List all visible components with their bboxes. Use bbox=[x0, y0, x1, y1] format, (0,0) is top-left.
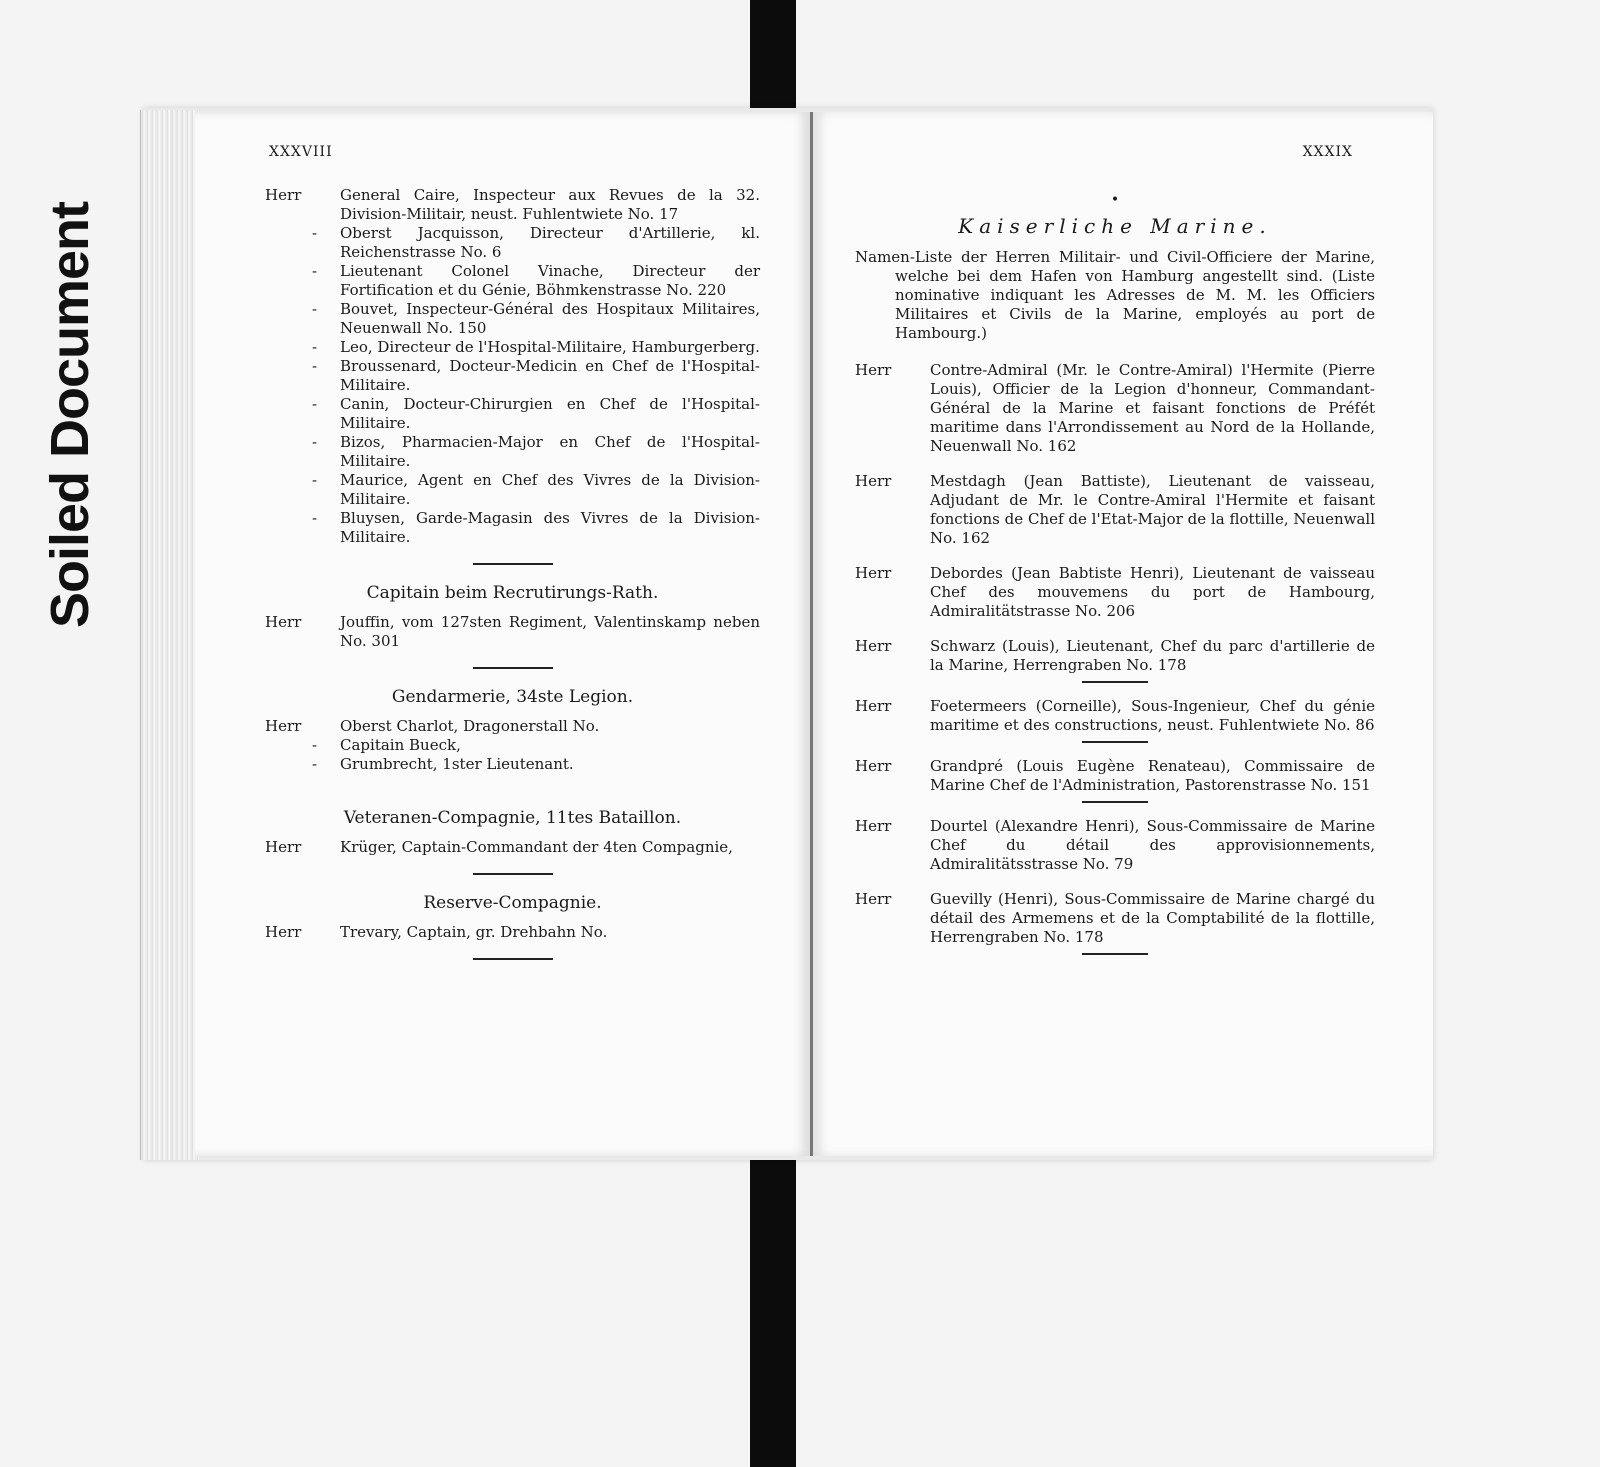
list-item: Herr Debordes (Jean Babtiste Henri), Lieutenant de vaisseau Chef des mouvemens du port de Hambourg, Admiralitätstrasse No. 206 bbox=[855, 564, 1375, 620]
list-item: - Maurice, Agent en Chef des Vivres de la Division-Militaire. bbox=[312, 471, 760, 508]
left-page-content bbox=[265, 186, 760, 978]
page-edges bbox=[140, 110, 199, 1160]
intro-paragraph: Namen-Liste der Herren Militair- und Civil-Officiere der Marine, welche bei dem Hafen von Hamburg angestellt sind. (Liste nominative indiquant les Adresses de M. M. les Officiers Militaires et Civils de la Marine, employés au port de Hambourg.) bbox=[855, 248, 1375, 342]
list-item: Herr Dourtel (Alexandre Henri), Sous-Commissaire de Marine Chef du détail des approvisionnements, Admiralitätsstrasse No. 79 bbox=[855, 817, 1375, 873]
section-divider bbox=[473, 958, 553, 960]
list-item: - Leo, Directeur de l'Hospital-Militaire, Hamburgerberg. bbox=[312, 338, 760, 356]
list-item: - Canin, Docteur-Chirurgien en Chef de l'Hospital-Militaire. bbox=[312, 395, 760, 432]
list-item: Herr Contre-Admiral (Mr. le Contre-Amiral) l'Hermite (Pierre Louis), Officier de la Legion d'honneur, Commandant-Général de la Marine et faisant fonctions de Préfét maritime dans l'Arrondissement au Nord de la Hollande, Neuenwall No. 162 bbox=[855, 361, 1375, 455]
section-title-gendarmerie: Gendarmerie, 34ste Legion. bbox=[391, 687, 634, 707]
section-divider bbox=[1082, 953, 1148, 955]
list-item: - Lieutenant Colonel Vinache, Directeur der Fortification et du Génie, Böhmkenstrasse No. 220 bbox=[312, 262, 760, 299]
ornament-dot: • bbox=[1110, 192, 1120, 208]
list-item: - Capitain Bueck, bbox=[312, 736, 461, 754]
list-item: Herr Schwarz (Louis), Lieutenant, Chef du parc d'artillerie de la Marine, Herrengraben No. 178 bbox=[855, 637, 1375, 674]
list-item: Herr Jouffin, vom 127sten Regiment, Valentinskamp neben No. 301 bbox=[265, 613, 760, 650]
section-divider bbox=[1082, 741, 1148, 743]
section-divider bbox=[473, 873, 553, 875]
page-number-right: XXXIX bbox=[1302, 144, 1353, 160]
list-item: - Grumbrecht, 1ster Lieutenant. bbox=[312, 755, 574, 773]
list-item: Herr Krüger, Captain-Commandant der 4ten Compagnie, bbox=[265, 838, 733, 856]
soiled-document-label: Soiled Document bbox=[40, 201, 101, 629]
section-divider bbox=[1082, 801, 1148, 803]
list-item: Herr Foetermeers (Corneille), Sous-Ingenieur, Chef du génie maritime et des constructions, neust. Fuhlentwiete No. 86 bbox=[855, 697, 1375, 734]
right-page bbox=[813, 112, 1433, 1156]
list-item: - Broussenard, Docteur-Medicin en Chef de l'Hospital-Militaire. bbox=[312, 357, 760, 394]
list-item: Herr Grandpré (Louis Eugène Renateau), Commissaire de Marine Chef de l'Administration, Pastorenstrasse No. 151 bbox=[855, 757, 1375, 794]
section-title-marine: Kaiserliche Marine. bbox=[958, 214, 1272, 238]
binding-strip-top bbox=[750, 0, 796, 112]
section-title-recrutirung: Capitain beim Recrutirungs-Rath. bbox=[366, 583, 659, 603]
binding-strip-bottom bbox=[750, 1158, 796, 1467]
list-item: - Bouvet, Inspecteur-Général des Hospitaux Militaires, Neuenwall No. 150 bbox=[312, 300, 760, 337]
officer-list bbox=[265, 186, 760, 547]
list-item: Herr Guevilly (Henri), Sous-Commissaire de Marine chargé du détail des Armemens et de la Comptabilité de la flottille, Herrengraben No. 178 bbox=[855, 890, 1375, 946]
section-divider bbox=[473, 563, 553, 565]
section-divider bbox=[473, 667, 553, 669]
list-item: - Bluysen, Garde-Magasin des Vivres de la Division-Militaire. bbox=[312, 509, 760, 546]
right-page-content bbox=[855, 192, 1375, 969]
section-divider bbox=[1082, 681, 1148, 683]
list-item: - Bizos, Pharmacien-Major en Chef de l'Hospital-Militaire. bbox=[312, 433, 760, 470]
list-item: Herr Trevary, Captain, gr. Drehbahn No. bbox=[265, 923, 608, 941]
left-page bbox=[195, 112, 813, 1156]
page-number-left: XXXVIII bbox=[269, 144, 333, 160]
list-item: - Oberst Jacquisson, Directeur d'Artillerie, kl. Reichenstrasse No. 6 bbox=[312, 224, 760, 261]
section-title-reserve: Reserve-Compagnie. bbox=[423, 893, 602, 913]
list-item: Herr General Caire, Inspecteur aux Revues de la 32. Division-Militair, neust. Fuhlentwiete No. 17 bbox=[265, 186, 760, 223]
list-item: Herr Oberst Charlot, Dragonerstall No. bbox=[265, 717, 600, 735]
list-item: Herr Mestdagh (Jean Battiste), Lieutenant de vaisseau, Adjudant de Mr. le Contre-Amiral l'Hermite et faisant fonctions de Chef de l'Etat-Major de la flottille, Neuenwall No. 162 bbox=[855, 472, 1375, 547]
section-title-veteranen: Veteranen-Compagnie, 11tes Bataillon. bbox=[343, 808, 682, 828]
